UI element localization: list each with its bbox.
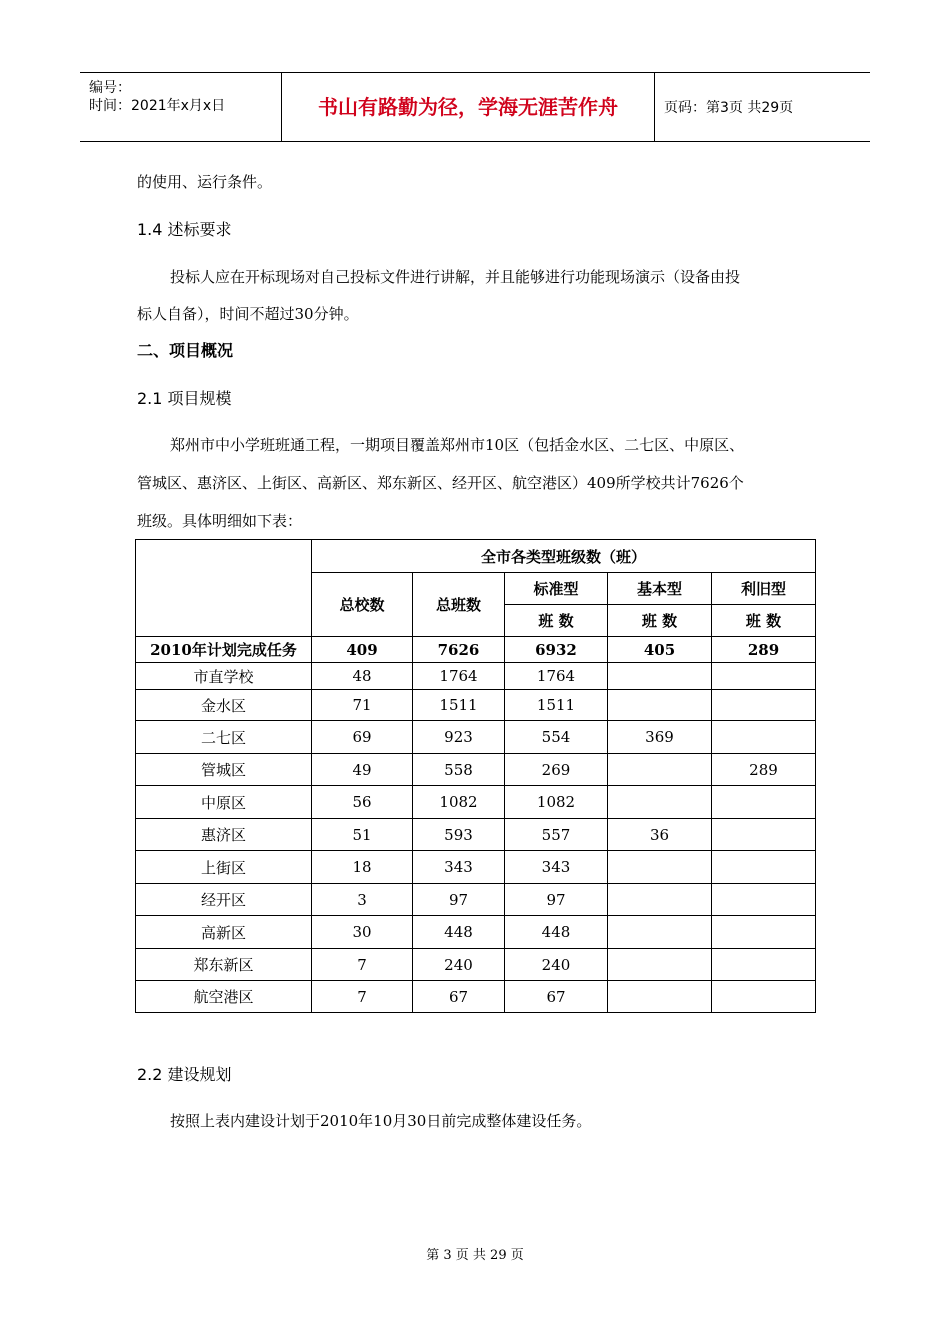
value-cell: 69 bbox=[312, 721, 413, 754]
table-row bbox=[136, 663, 816, 690]
col-header-basic: 基本型 bbox=[608, 573, 712, 605]
value-cell: 289 bbox=[712, 754, 816, 786]
value-cell bbox=[712, 786, 816, 819]
col-subheader: 班 数 bbox=[505, 605, 608, 637]
value-cell bbox=[712, 690, 816, 721]
value-cell: 67 bbox=[505, 981, 608, 1013]
value-cell bbox=[608, 690, 712, 721]
value-cell: 448 bbox=[505, 916, 608, 949]
value-cell: 1511 bbox=[413, 690, 505, 721]
col-subheader: 班 数 bbox=[712, 605, 816, 637]
district-name-cell: 航空港区 bbox=[136, 981, 312, 1013]
district-name-cell: 市直学校 bbox=[136, 663, 312, 690]
value-cell: 923 bbox=[413, 721, 505, 754]
value-cell: 343 bbox=[505, 851, 608, 884]
value-cell: 1764 bbox=[413, 663, 505, 690]
page-header bbox=[80, 72, 870, 142]
value-cell: 18 bbox=[312, 851, 413, 884]
value-cell bbox=[608, 916, 712, 949]
value-cell bbox=[608, 851, 712, 884]
value-cell: 97 bbox=[505, 884, 608, 916]
value-cell: 7 bbox=[312, 981, 413, 1013]
col-subheader: 班 数 bbox=[608, 605, 712, 637]
value-cell: 56 bbox=[312, 786, 413, 819]
heading-2-2: 2.2 建设规划 bbox=[137, 1065, 232, 1084]
total-cell: 7626 bbox=[413, 637, 505, 663]
value-cell bbox=[712, 663, 816, 690]
value-cell: 30 bbox=[312, 916, 413, 949]
value-cell bbox=[712, 981, 816, 1013]
table-total-row bbox=[136, 637, 816, 663]
value-cell: 51 bbox=[312, 819, 413, 851]
district-name-cell: 高新区 bbox=[136, 916, 312, 949]
value-cell bbox=[712, 916, 816, 949]
district-name-cell: 中原区 bbox=[136, 786, 312, 819]
value-cell: 1082 bbox=[413, 786, 505, 819]
page-footer: 第 3 页 共 29 页 bbox=[426, 1248, 524, 1263]
table-row bbox=[136, 786, 816, 819]
value-cell: 593 bbox=[413, 819, 505, 851]
value-cell bbox=[608, 663, 712, 690]
paragraph-1-4-line2: 标人自备），时间不超过30分钟。 bbox=[137, 305, 359, 323]
value-cell bbox=[608, 754, 712, 786]
value-cell bbox=[712, 884, 816, 916]
table-row bbox=[136, 690, 816, 721]
col-header-standard: 标准型 bbox=[505, 573, 608, 605]
table-row bbox=[136, 981, 816, 1013]
table-row bbox=[136, 851, 816, 884]
value-cell: 7 bbox=[312, 949, 413, 981]
header-page-number: 页码：第3页 共29页 bbox=[664, 100, 794, 116]
table-group-header: 全市各类型班级数（班） bbox=[312, 540, 816, 573]
district-name-cell: 金水区 bbox=[136, 690, 312, 721]
total-cell: 405 bbox=[608, 637, 712, 663]
value-cell bbox=[608, 884, 712, 916]
district-name-cell: 郑东新区 bbox=[136, 949, 312, 981]
district-name-cell: 二七区 bbox=[136, 721, 312, 754]
class-count-table bbox=[135, 539, 816, 1013]
heading-2-1: 2.1 项目规模 bbox=[137, 389, 232, 408]
table-row bbox=[136, 721, 816, 754]
value-cell: 71 bbox=[312, 690, 413, 721]
paragraph-1-4-line1: 投标人应在开标现场对自己投标文件进行讲解，并且能够进行功能现场演示（设备由投 bbox=[170, 268, 741, 286]
value-cell: 1511 bbox=[505, 690, 608, 721]
heading-1-4: 1.4 述标要求 bbox=[137, 220, 232, 239]
value-cell: 1764 bbox=[505, 663, 608, 690]
paragraph-continuation: 的使用、运行条件。 bbox=[137, 173, 273, 191]
table-corner-cell bbox=[136, 540, 312, 637]
value-cell bbox=[712, 949, 816, 981]
district-name-cell: 上街区 bbox=[136, 851, 312, 884]
value-cell: 240 bbox=[505, 949, 608, 981]
table-row bbox=[136, 916, 816, 949]
value-cell: 558 bbox=[413, 754, 505, 786]
district-rows bbox=[136, 663, 816, 1013]
value-cell: 269 bbox=[505, 754, 608, 786]
serial-label: 编号： bbox=[89, 80, 131, 96]
value-cell: 557 bbox=[505, 819, 608, 851]
district-name-cell: 经开区 bbox=[136, 884, 312, 916]
value-cell: 240 bbox=[413, 949, 505, 981]
total-row-label: 2010年计划完成任务 bbox=[136, 637, 312, 663]
value-cell: 36 bbox=[608, 819, 712, 851]
value-cell: 448 bbox=[413, 916, 505, 949]
table-row bbox=[136, 819, 816, 851]
value-cell bbox=[608, 981, 712, 1013]
table-row bbox=[136, 949, 816, 981]
paragraph-2-1-line2: 管城区、惠济区、上街区、高新区、郑东新区、经开区、航空港区）409所学校共计7626个 bbox=[137, 474, 744, 492]
header-motto: 书山有路勤为径，学海无涯苦作舟 bbox=[282, 73, 655, 141]
col-header-reuse: 利旧型 bbox=[712, 573, 816, 605]
paragraph-2-2: 按照上表内建设计划于2010年10月30日前完成整体建设任务。 bbox=[170, 1112, 592, 1130]
value-cell: 49 bbox=[312, 754, 413, 786]
value-cell bbox=[608, 786, 712, 819]
value-cell: 554 bbox=[505, 721, 608, 754]
value-cell: 3 bbox=[312, 884, 413, 916]
paragraph-2-1-line1: 郑州市中小学班班通工程，一期项目覆盖郑州市10区（包括金水区、二七区、中原区、 bbox=[170, 436, 745, 454]
total-cell: 6932 bbox=[505, 637, 608, 663]
time-label: 时间：2021年x月x日 bbox=[89, 98, 226, 114]
value-cell: 67 bbox=[413, 981, 505, 1013]
value-cell bbox=[712, 851, 816, 884]
value-cell bbox=[608, 949, 712, 981]
value-cell bbox=[712, 721, 816, 754]
value-cell: 97 bbox=[413, 884, 505, 916]
header-meta bbox=[80, 73, 282, 141]
value-cell: 1082 bbox=[505, 786, 608, 819]
col-header-schools: 总校数 bbox=[312, 573, 413, 637]
paragraph-2-1-line3: 班级。具体明细如下表： bbox=[137, 512, 303, 530]
value-cell: 343 bbox=[413, 851, 505, 884]
value-cell: 369 bbox=[608, 721, 712, 754]
heading-section-2: 二、项目概况 bbox=[137, 341, 234, 360]
total-cell: 289 bbox=[712, 637, 816, 663]
value-cell bbox=[712, 819, 816, 851]
district-name-cell: 管城区 bbox=[136, 754, 312, 786]
table-row bbox=[136, 884, 816, 916]
value-cell: 48 bbox=[312, 663, 413, 690]
table-row bbox=[136, 754, 816, 786]
district-name-cell: 惠济区 bbox=[136, 819, 312, 851]
total-cell: 409 bbox=[312, 637, 413, 663]
col-header-classes: 总班数 bbox=[413, 573, 505, 637]
